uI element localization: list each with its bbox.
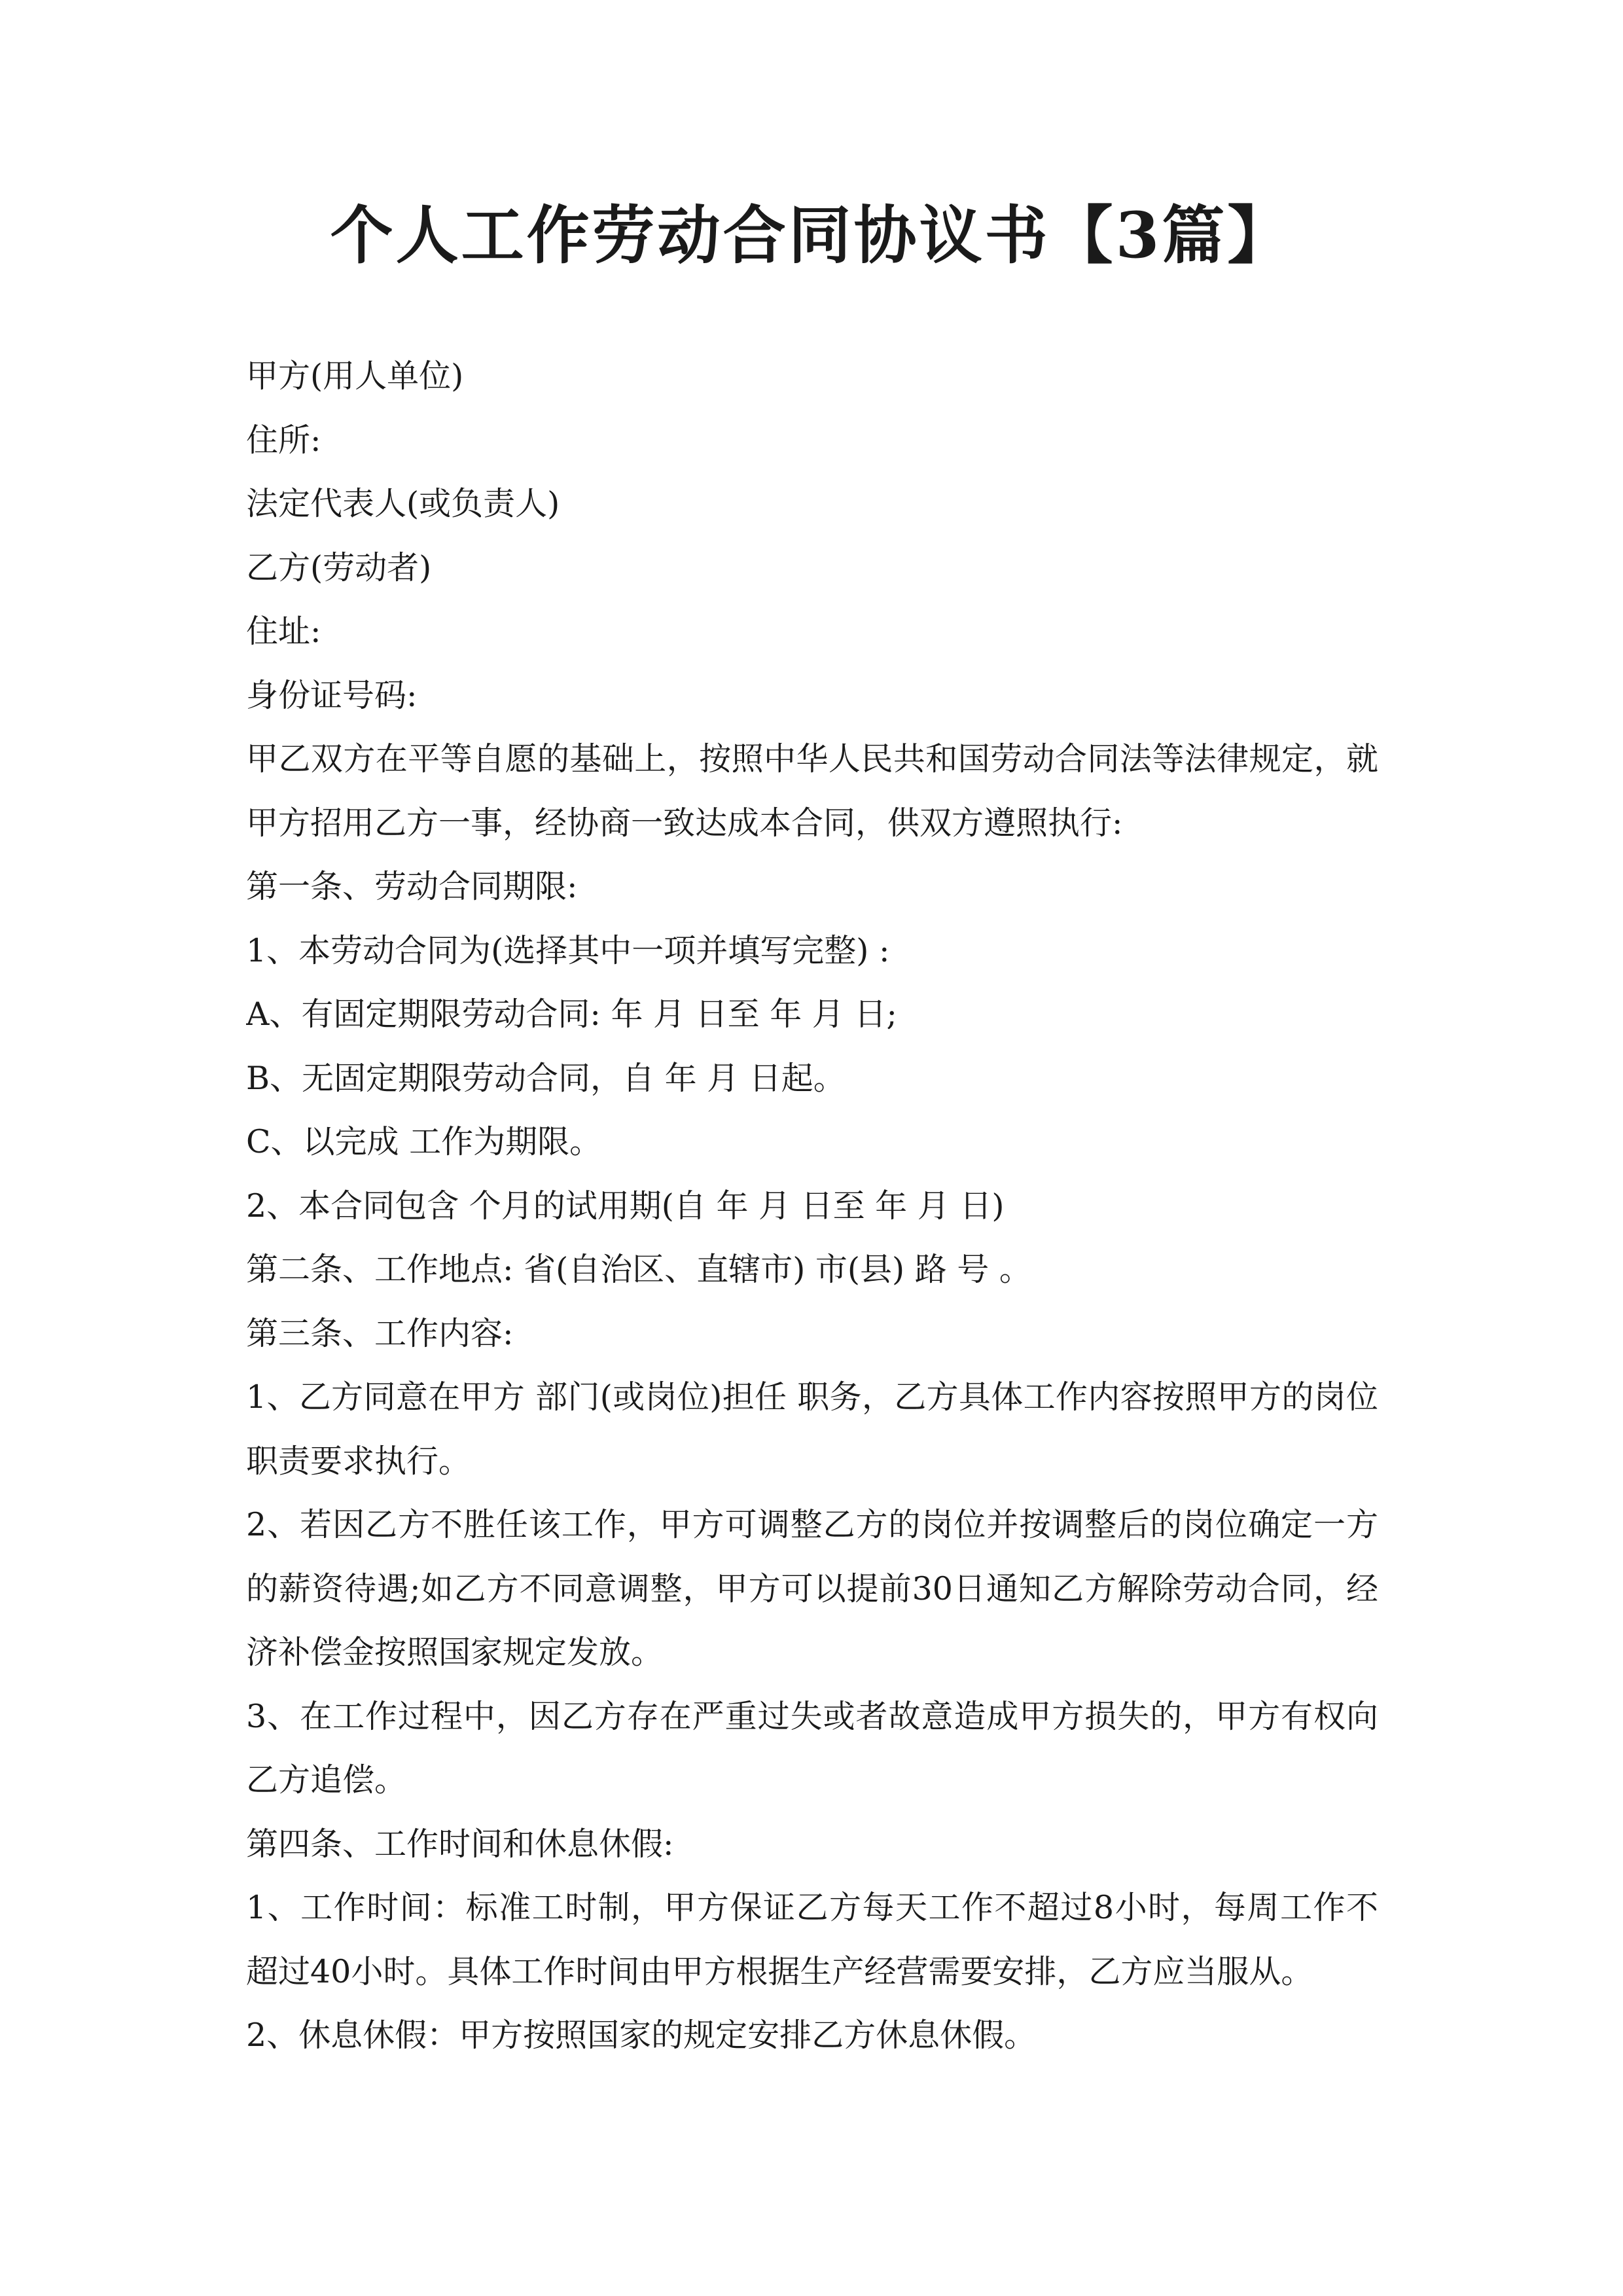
text-line: 1、工作时间：标准工时制，甲方保证乙方每天工作不超过8小时，每周工作不	[246, 1889, 1378, 1926]
page-title: 个人工作劳动合同协议书【3篇】	[330, 198, 1293, 272]
text-line: C、以完成 工作为期限。	[246, 1123, 602, 1160]
text-line: 2、本合同包含 个月的试用期(自 年 月 日至 年 月 日)	[246, 1187, 1005, 1225]
text-line: 身份证号码:	[246, 676, 418, 714]
text-line: 第四条、工作时间和休息休假:	[246, 1825, 674, 1863]
text-line: 3、在工作过程中，因乙方存在严重过失或者故意造成甲方损失的，甲方有权向	[246, 1697, 1378, 1735]
text-line: 第三条、工作内容:	[246, 1314, 514, 1352]
text-line: 2、休息休假：甲方按照国家的规定安排乙方休息休假。	[246, 2017, 1037, 2054]
text-line: 住所:	[246, 421, 321, 459]
text-line: 济补偿金按照国家规定发放。	[246, 1634, 664, 1671]
document-body	[246, 344, 1378, 2068]
text-line: 超过40小时。具体工作时间由甲方根据生产经营需要安排，乙方应当服从。	[246, 1952, 1313, 1990]
text-line: 乙方(劳动者)	[246, 548, 432, 586]
text-line: 第一条、劳动合同期限:	[246, 868, 578, 905]
text-line: 1、乙方同意在甲方 部门(或岗位)担任 职务，乙方具体工作内容按照甲方的岗位	[246, 1378, 1378, 1416]
text-line: 1、本劳动合同为(选择其中一项并填写完整) :	[246, 931, 890, 969]
text-line: 住址:	[246, 613, 321, 650]
text-line: B、无固定期限劳动合同，自 年 月 日起。	[246, 1059, 846, 1097]
text-line: 第二条、工作地点: 省(自治区、直辖市) 市(县) 路 号 。	[246, 1251, 1031, 1288]
text-line: 甲方(用人单位)	[246, 357, 464, 395]
text-line: 法定代表人(或负责人)	[246, 485, 560, 522]
text-line: 的薪资待遇;如乙方不同意调整，甲方可以提前30日通知乙方解除劳动合同，经	[246, 1570, 1378, 1607]
text-line: 职责要求执行。	[246, 1442, 471, 1480]
text-line: 甲方招用乙方一事，经协商一致达成本合同，供双方遵照执行:	[246, 804, 1123, 842]
text-line: 甲乙双方在平等自愿的基础上，按照中华人民共和国劳动合同法等法律规定，就	[246, 740, 1378, 778]
text-line: 2、若因乙方不胜任该工作，甲方可调整乙方的岗位并按调整后的岗位确定一方	[246, 1506, 1378, 1543]
text-line: A、有固定期限劳动合同: 年 月 日至 年 月 日;	[246, 996, 897, 1033]
text-line: 乙方追偿。	[246, 1761, 407, 1799]
